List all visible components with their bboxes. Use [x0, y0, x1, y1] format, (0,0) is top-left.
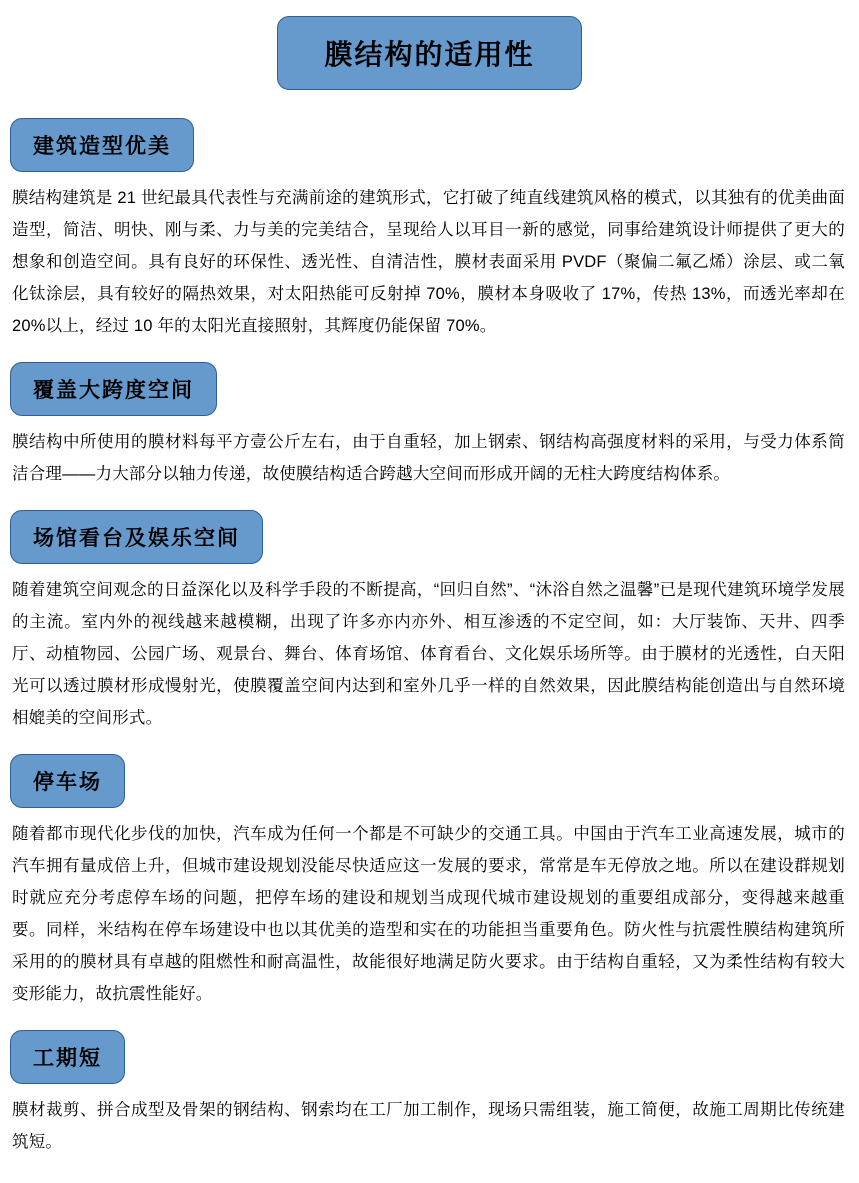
section-spacer	[0, 496, 859, 510]
section-body-text: 膜结构中所使用的膜材料每平方壹公斤左右，由于自重轻，加上钢索、钢结构高强度材料的采用，与受力体系简洁合理——力大部分以轴力传递，故使膜结构适合跨越大空间而形成开阔的无柱大跨度结构体系。	[12, 433, 845, 483]
section-heading-badge: 建筑造型优美	[10, 118, 194, 172]
section-body-text: 膜结构建筑是 21 世纪最具代表性与充满前途的建筑形式，它打破了纯直线建筑风格的模式，以其独有的优美曲面造型，简洁、明快、刚与柔、力与美的完美结合，呈现给人以耳目一新的感觉，同事给建筑设计师提供了更大的想象和创造空间。具有良好的环保性、透光性、自清洁性，膜材表面采用 PVDF（聚偏二氟乙烯）涂层、或二氧化钛涂层，具有较好的隔热效果，对太阳热能可反射掉 70%，膜材本身吸收了 17%，传热 13%，而透光率却在 20%以上，经过 10 年的太阳光直接照射，其辉度仍能保留 70%。	[12, 189, 845, 335]
section-heading-badge: 场馆看台及娱乐空间	[10, 510, 263, 564]
page-title: 膜结构的适用性	[277, 16, 581, 90]
section-body-text: 膜材裁剪、拼合成型及骨架的钢结构、钢索均在工厂加工制作，现场只需组装，施工简便，故施工周期比传统建筑短。	[12, 1101, 845, 1151]
section-body-text: 随着建筑空间观念的日益深化以及科学手段的不断提高，“回归自然”、“沐浴自然之温馨”已是现代建筑环境学发展的主流。室内外的视线越来越模糊，出现了许多亦内亦外、相互渗透的不定空间，如：大厅装饰、天井、四季厅、动植物园、公园广场、观景台、舞台、体育场馆、体育看台、文化娱乐场所等。由于膜材的光透性，白天阳光可以透过膜材形成慢射光，使膜覆盖空间内达到和室外几乎一样的自然效果，因此膜结构能创造出与自然环境相媲美的空间形式。	[12, 581, 845, 727]
section-large-span-space	[0, 362, 859, 490]
section-spacer	[0, 1016, 859, 1030]
section-heading-row	[0, 510, 859, 564]
section-spacer	[0, 348, 859, 362]
section-building-aesthetics	[0, 118, 859, 342]
section-stadium-entertainment	[0, 510, 859, 734]
section-heading-badge: 覆盖大跨度空间	[10, 362, 217, 416]
section-body-text: 随着都市现代化步伐的加快，汽车成为任何一个都是不可缺少的交通工具。中国由于汽车工业高速发展，城市的汽车拥有量成倍上升，但城市建设规划没能尽快适应这一发展的要求，常常是车无停放之地。所以在建设群规划时就应充分考虑停车场的问题，把停车场的建设和规划当成现代城市建设规划的重要组成部分，变得越来越重要。同样，米结构在停车场建设中也以其优美的造型和实在的功能担当重要角色。防火性与抗震性膜结构建筑所采用的的膜材具有卓越的阻燃性和耐高温性，故能很好地满足防火要求。由于结构自重轻，又为柔性结构有较大变形能力，故抗震性能好。	[12, 825, 845, 1003]
section-parking-lot	[0, 754, 859, 1010]
section-heading-row	[0, 118, 859, 172]
section-heading-row	[0, 362, 859, 416]
section-short-construction-period	[0, 1030, 859, 1158]
section-heading-badge: 停车场	[10, 754, 125, 808]
section-heading-row	[0, 754, 859, 808]
section-spacer	[0, 740, 859, 754]
section-heading-row	[0, 1030, 859, 1084]
title-container	[0, 16, 859, 90]
section-heading-badge: 工期短	[10, 1030, 125, 1084]
